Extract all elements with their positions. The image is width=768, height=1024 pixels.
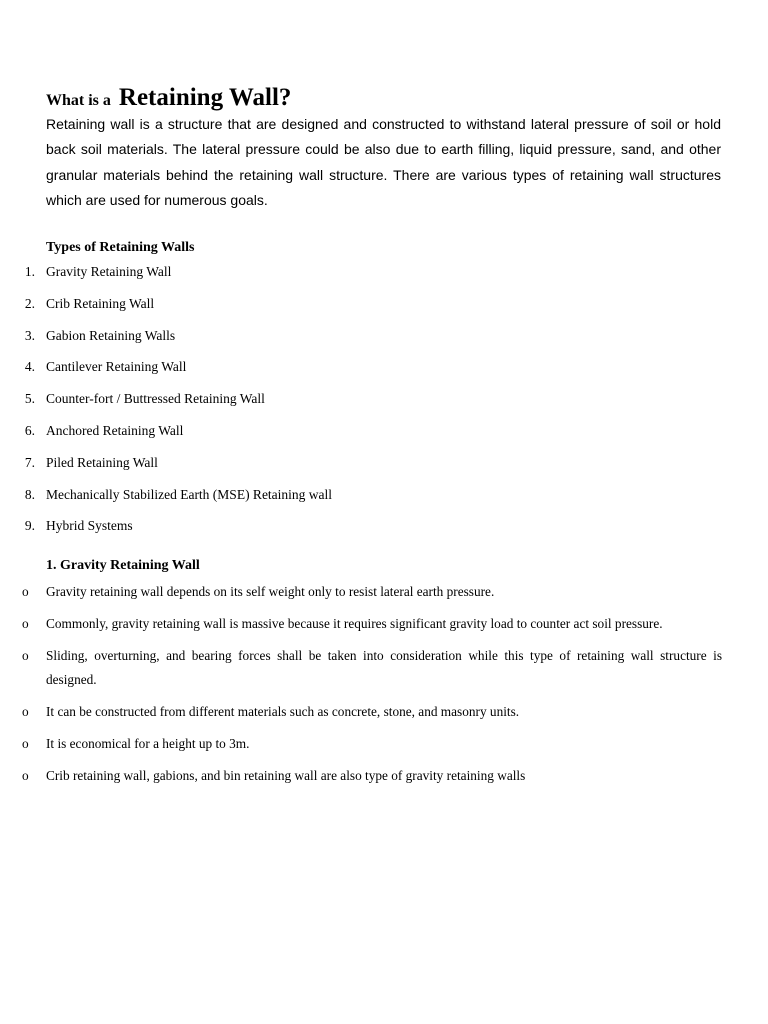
- bullet-marker: o: [22, 767, 29, 783]
- bullet-item: [0, 644, 722, 691]
- list-item-label: Hybrid Systems: [46, 518, 133, 534]
- bullet-item: [0, 580, 722, 604]
- bullet-text: It is economical for a height up to 3m.: [46, 735, 250, 751]
- list-item: [0, 294, 740, 326]
- list-number: 6.: [24, 422, 35, 438]
- list-number: 7.: [24, 454, 35, 470]
- list-item: [0, 326, 740, 358]
- list-item-label: Gravity Retaining Wall: [46, 264, 172, 279]
- list-item-label: Cantilever Retaining Wall: [46, 359, 187, 375]
- list-item: [0, 453, 740, 485]
- types-heading: Types of Retaining Walls: [46, 240, 195, 255]
- bullet-item: [0, 700, 722, 724]
- list-item-label: Mechanically Stabilized Earth (MSE) Retaining wall: [46, 486, 333, 502]
- bullet-text: Commonly, gravity retaining wall is massive because it requires significant gravity load to counter act soil pressure.: [46, 616, 663, 631]
- list-number: 4.: [24, 359, 35, 375]
- list-number: 3.: [24, 327, 35, 343]
- list-number: 9.: [24, 518, 35, 534]
- list-number: 1.: [24, 264, 35, 279]
- title-main: Retaining Wall?: [118, 84, 292, 111]
- bullet-text: Crib retaining wall, gabions, and bin retaining wall are also type of gravity retaining walls: [46, 767, 526, 783]
- section-heading: 1. Gravity Retaining Wall: [46, 558, 200, 573]
- list-item: [0, 357, 740, 389]
- bullet-item: [0, 764, 722, 788]
- list-item: [0, 262, 740, 294]
- list-item: [0, 389, 740, 421]
- bullet-text: It can be constructed from different materials such as concrete, stone, and masonry units.: [46, 703, 520, 719]
- bullet-text: Gravity retaining wall depends on its self weight only to resist lateral earth pressure.: [46, 584, 495, 599]
- title-prefix: What is a: [46, 92, 111, 109]
- intro-paragraph: Retaining wall is a structure that are designed and constructed to withstand lateral pressure of soil or hold back soil materials. The lateral pressure could be also due to earth filling, liquid pressure, sand, and other granular materials behind the retaining wall structure. There are various types of retaining wall structures which are used for numerous goals.: [46, 116, 721, 208]
- list-number: 2.: [24, 295, 35, 311]
- types-list: [0, 262, 740, 548]
- bullet-marker: o: [22, 735, 29, 751]
- bullet-item: [0, 612, 722, 636]
- bullet-item: [0, 732, 722, 756]
- bullet-list: [0, 580, 722, 796]
- list-item: [0, 485, 740, 517]
- list-item-label: Counter-fort / Buttressed Retaining Wall: [46, 391, 265, 407]
- page-title: [46, 76, 291, 113]
- bullet-marker: o: [22, 703, 29, 719]
- list-item-label: Anchored Retaining Wall: [46, 422, 184, 438]
- list-item-label: Crib Retaining Wall: [46, 295, 155, 311]
- list-number: 8.: [24, 486, 35, 502]
- bullet-text: Sliding, overturning, and bearing forces shall be taken into consideration while this type of retaining wall structure is designed.: [46, 648, 722, 687]
- list-item: [0, 516, 740, 548]
- bullet-marker: o: [22, 584, 29, 599]
- list-item-label: Piled Retaining Wall: [46, 454, 158, 470]
- list-item-label: Gabion Retaining Walls: [46, 327, 176, 343]
- list-item: [0, 421, 740, 453]
- list-number: 5.: [24, 391, 35, 407]
- bullet-marker: o: [22, 616, 29, 631]
- bullet-marker: o: [22, 648, 29, 663]
